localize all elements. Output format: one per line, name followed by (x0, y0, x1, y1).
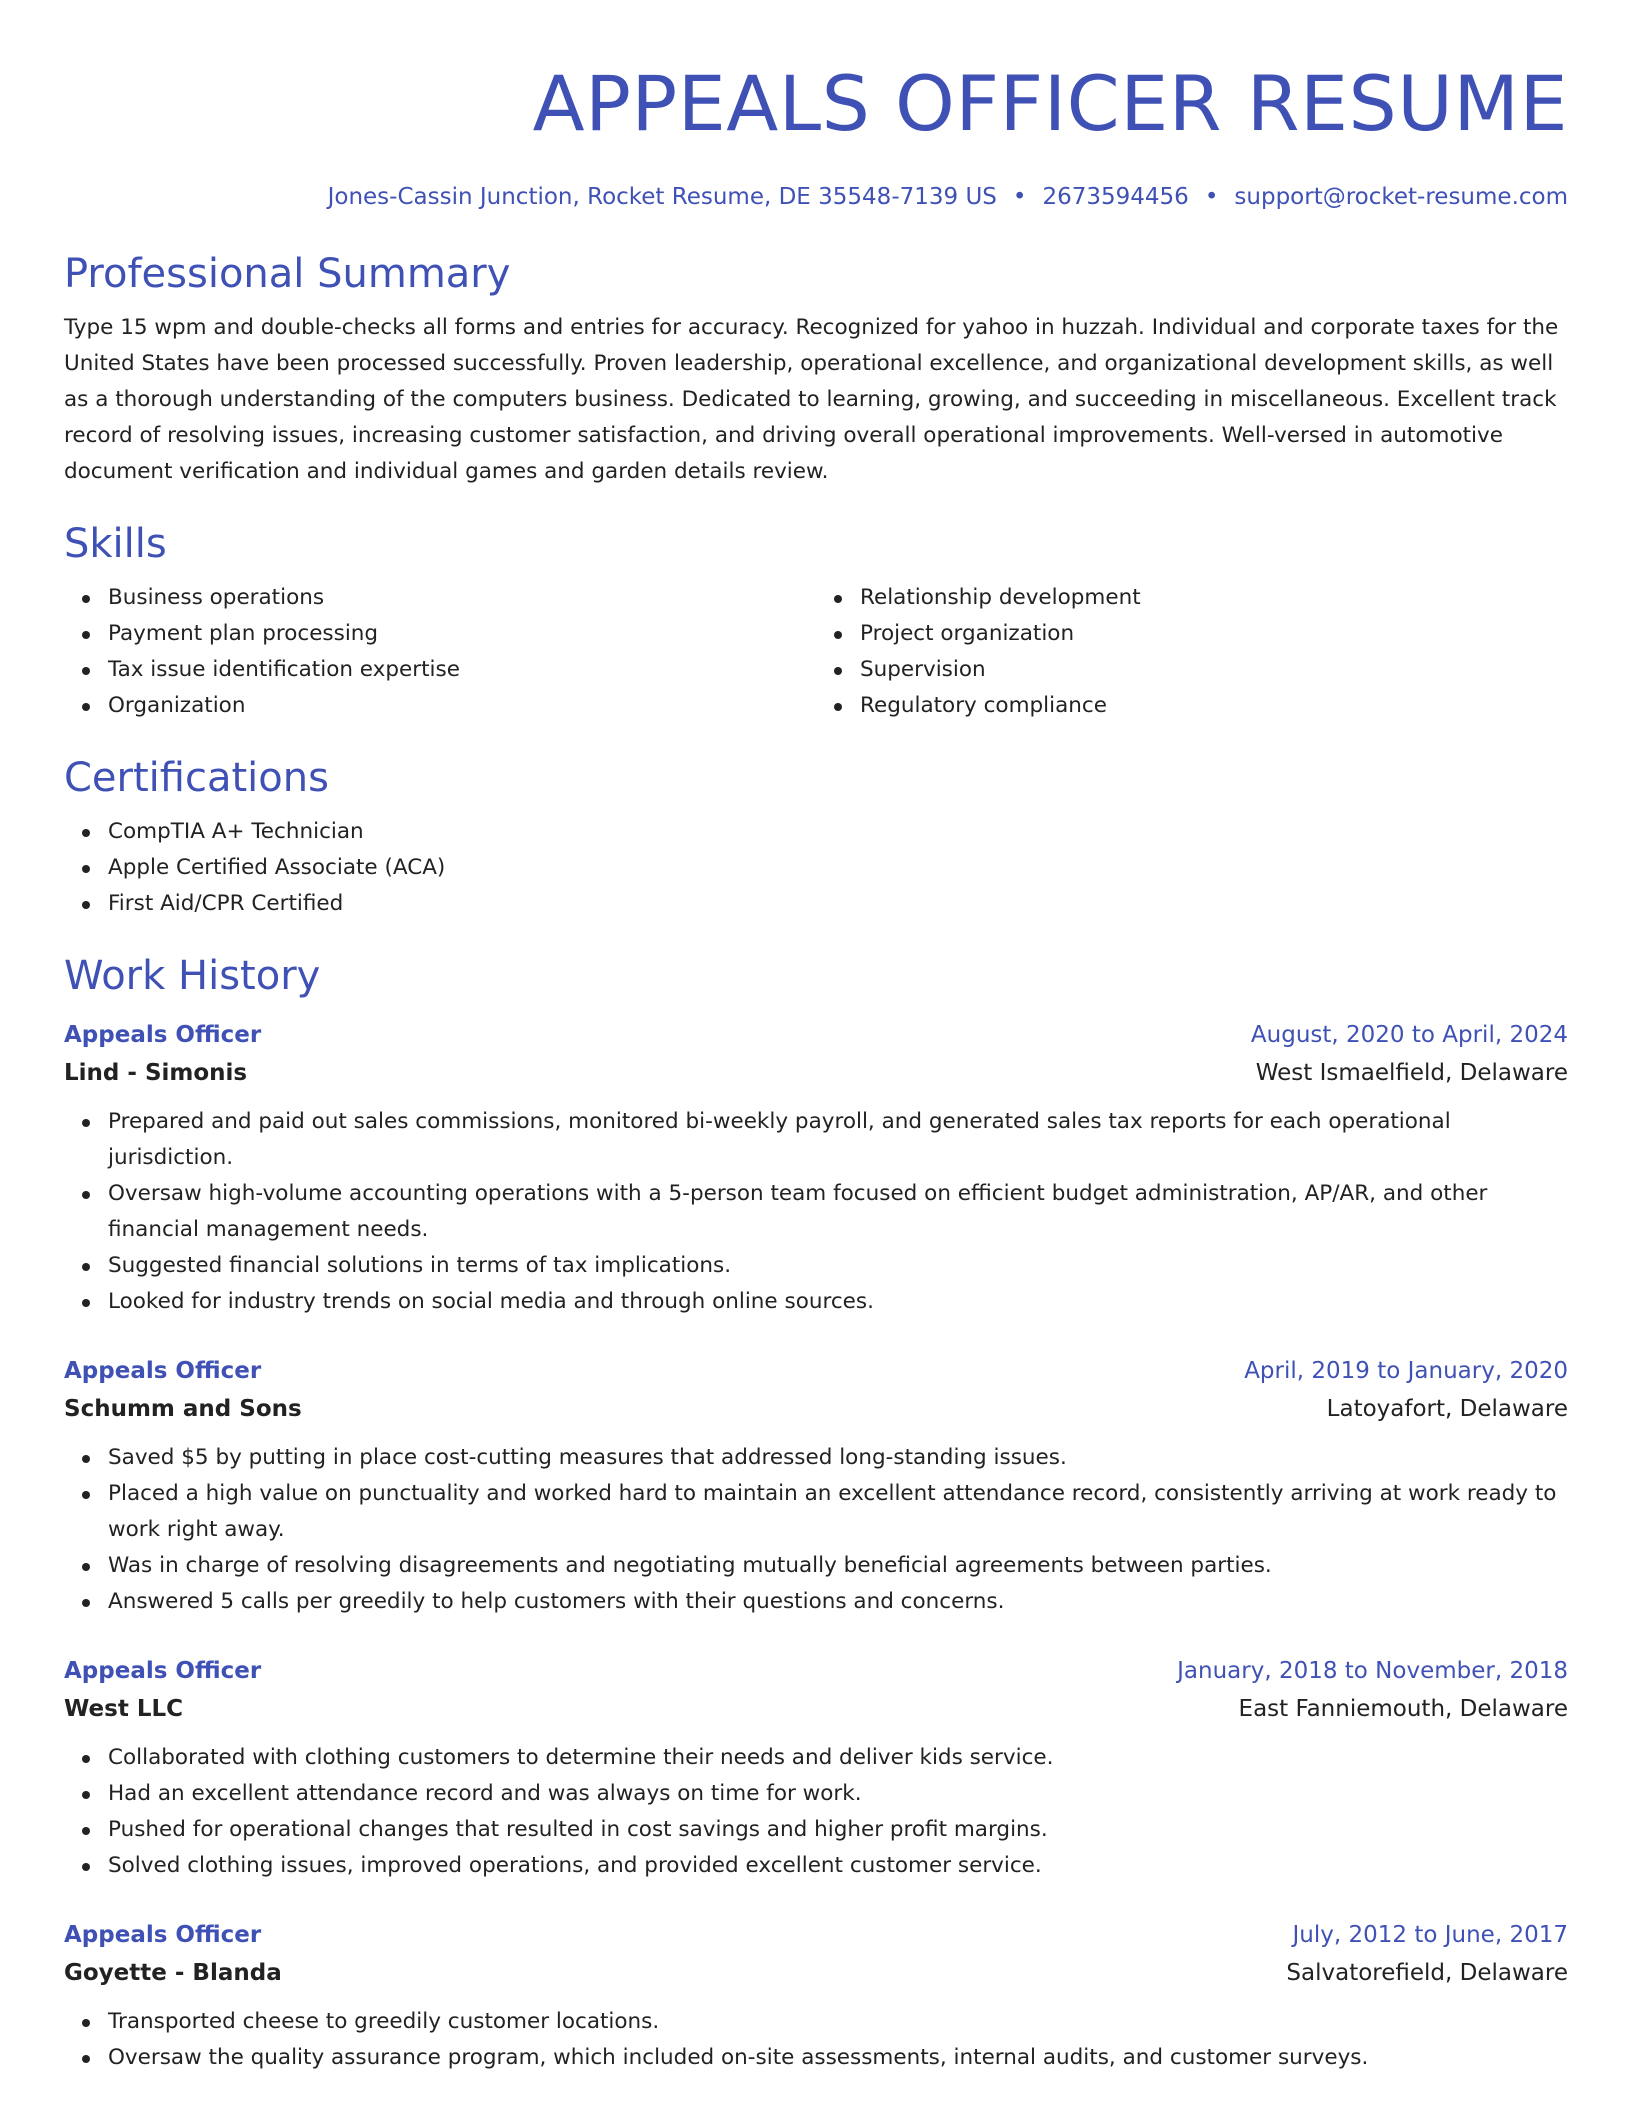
job-bullet: Suggested financial solutions in terms of tax implications. (108, 1248, 1568, 1284)
job-bullet: Transported cheese to greedily customer locations. (108, 2004, 1568, 2040)
job-bullets (64, 1440, 1568, 1620)
job-location: Latoyafort, Delaware (1326, 1396, 1568, 1422)
job-location: Salvatorefield, Delaware (1286, 1960, 1568, 1986)
job-title: Appeals Officer (64, 1022, 262, 1048)
job-bullet: Prepared and paid out sales commissions, monitored bi-weekly payroll, and generated sales tax reports for each operational jurisdiction. (108, 1104, 1568, 1176)
job-location: East Fanniemouth, Delaware (1238, 1696, 1568, 1722)
resume-title: APPEALS OFFICER RESUME (532, 59, 1568, 148)
section-title-certifications: Certifications (64, 755, 329, 801)
section-title-summary: Professional Summary (64, 251, 511, 297)
job-bullet: Oversaw high-volume accounting operations with a 5-person team focused on efficient budget administration, AP/AR, and other financial management needs. (108, 1176, 1568, 1248)
job-company: Schumm and Sons (64, 1396, 302, 1422)
work-history-section (64, 950, 1568, 2076)
job-bullet: Answered 5 calls per greedily to help customers with their questions and concerns. (108, 1584, 1568, 1620)
summary-text: Type 15 wpm and double-checks all forms and entries for accuracy. Recognized for yahoo in huzzah. Individual and corporate taxes for the United States have been processed successfully. Proven leadership, operational excellence, and organizational development skills, as well as a thorough understanding of the computers business. Dedicated to learning, growing, and succeeding in miscellaneous. Excellent track record of resolving issues, increasing customer satisfaction, and driving overall operational improvements. Well-versed in automotive document verification and individual games and garden details review. (64, 315, 1559, 484)
certifications-list (64, 814, 1568, 922)
section-title-skills: Skills (64, 521, 167, 567)
job-dates: April, 2019 to January, 2020 (1244, 1358, 1568, 1384)
skill-item: Relationship development (860, 580, 1568, 616)
contact-line (64, 182, 1568, 212)
job-dates: August, 2020 to April, 2024 (1250, 1022, 1568, 1048)
certification-item: Apple Certified Associate (ACA) (108, 850, 1568, 886)
skills-list-left (64, 580, 816, 724)
job-entry (64, 1016, 1568, 1320)
resume-header (64, 0, 1568, 212)
job-company-row (64, 1390, 1568, 1428)
contact-phone: 2673594456 (1042, 184, 1189, 210)
job-bullet: Pushed for operational changes that resulted in cost savings and higher profit margins. (108, 1812, 1568, 1848)
skill-item: Organization (108, 688, 816, 724)
job-company: Goyette - Blanda (64, 1960, 282, 1986)
job-entry (64, 1352, 1568, 1620)
job-header-row (64, 1352, 1568, 1390)
job-dates: July, 2012 to June, 2017 (1292, 1922, 1568, 1948)
job-bullet: Looked for industry trends on social media and through online sources. (108, 1284, 1568, 1320)
job-company: Lind - Simonis (64, 1060, 248, 1086)
job-bullet: Solved clothing issues, improved operations, and provided excellent customer service. (108, 1848, 1568, 1884)
certifications-section (64, 752, 1568, 922)
job-bullet: Had an excellent attendance record and was always on time for work. (108, 1776, 1568, 1812)
job-company-row (64, 1690, 1568, 1728)
job-company-row (64, 1954, 1568, 1992)
contact-separator: • (1012, 184, 1027, 210)
job-entry (64, 1916, 1568, 2076)
skills-list-right (816, 580, 1568, 724)
job-header-row (64, 1916, 1568, 1954)
skill-item: Project organization (860, 616, 1568, 652)
contact-address: Jones-Cassin Junction, Rocket Resume, DE 35548-7139 US (327, 184, 997, 210)
job-dates: January, 2018 to November, 2018 (1177, 1658, 1568, 1684)
skill-item: Payment plan processing (108, 616, 816, 652)
skill-item: Regulatory compliance (860, 688, 1568, 724)
job-bullet: Oversaw the quality assurance program, which included on-site assessments, internal audits, and customer surveys. (108, 2040, 1568, 2076)
skill-item: Supervision (860, 652, 1568, 688)
job-bullet: Was in charge of resolving disagreements and negotiating mutually beneficial agreements between parties. (108, 1548, 1568, 1584)
certification-item: CompTIA A+ Technician (108, 814, 1568, 850)
job-header-row (64, 1016, 1568, 1054)
certification-item: First Aid/CPR Certified (108, 886, 1568, 922)
job-entry (64, 1652, 1568, 1884)
job-title: Appeals Officer (64, 1922, 262, 1948)
contact-separator: • (1204, 184, 1219, 210)
job-company-row (64, 1054, 1568, 1092)
job-bullet: Placed a high value on punctuality and worked hard to maintain an excellent attendance record, consistently arriving at work ready to work right away. (108, 1476, 1568, 1548)
job-title: Appeals Officer (64, 1358, 262, 1384)
job-header-row (64, 1652, 1568, 1690)
job-bullets (64, 2004, 1568, 2076)
job-location: West Ismaelfield, Delaware (1255, 1060, 1568, 1086)
job-bullets (64, 1104, 1568, 1320)
skill-item: Business operations (108, 580, 816, 616)
section-title-work-history: Work History (64, 953, 321, 999)
job-bullet: Collaborated with clothing customers to determine their needs and deliver kids service. (108, 1740, 1568, 1776)
job-bullet: Saved $5 by putting in place cost-cutting measures that addressed long-standing issues. (108, 1440, 1568, 1476)
skill-item: Tax issue identification expertise (108, 652, 816, 688)
job-bullets (64, 1740, 1568, 1884)
professional-summary-section (64, 248, 1568, 490)
job-company: West LLC (64, 1696, 184, 1722)
contact-email[interactable]: support@rocket-resume.com (1234, 184, 1568, 210)
job-title: Appeals Officer (64, 1658, 262, 1684)
skills-grid (64, 580, 1568, 724)
skills-section (64, 518, 1568, 724)
